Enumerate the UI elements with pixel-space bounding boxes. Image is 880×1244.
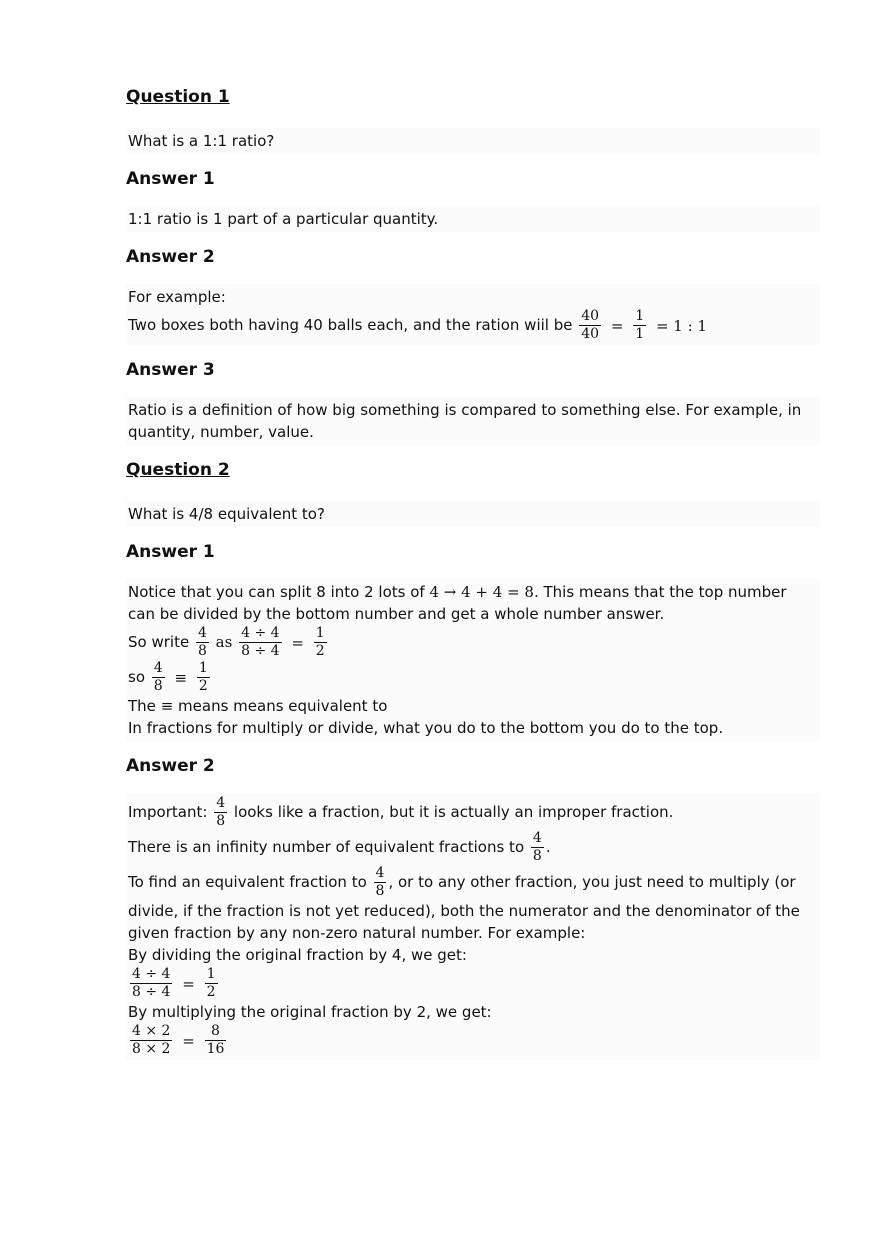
q2-answer-2-title: Answer 2 [126,756,215,776]
fraction-40-40 [579,308,601,343]
question-2-title: Question 2 [126,460,230,480]
fraction-numerator: 4 [216,795,226,811]
question-1-text: What is a 1:1 ratio? [128,132,275,150]
fraction-8-16 [205,1023,227,1058]
important-line [128,795,818,830]
fraction-denominator: 40 [581,326,600,342]
fraction-denominator: 8 ÷ 4 [132,984,171,1000]
fraction-denominator: 16 [206,1041,225,1057]
fraction-numerator: 8 [205,1023,227,1041]
fraction-numerator: 4 [153,660,163,676]
fraction-numerator: 4 [532,830,542,846]
equivalent-sign: ≡ [174,668,188,687]
question-2-prompt [126,501,820,527]
equivalent-sign: ≡ [160,697,174,715]
fraction-numerator: 4 × 2 [132,1023,171,1039]
fraction-denominator: 8 [216,813,226,829]
q2-answer-1-p1: Notice that you can split 8 into 2 lots of [128,583,425,601]
fraction-denominator: 8 ÷ 4 [241,643,280,659]
q1-answer-1-title: Answer 1 [126,169,215,189]
fraction-4-8 [531,830,544,865]
fraction-denominator: 2 [315,643,325,659]
equals-sign: = [182,1031,195,1050]
fraction-denominator: 8 [197,643,207,659]
fraction-4-8 [196,625,209,660]
q2-answer-1-paragraph [128,581,818,625]
split-equation: 4 → 4 + 4 = 8 [429,583,534,601]
q1-answer-3-body [126,397,820,445]
multiply-text: By multiplying the original fraction by 2, we get: [128,1003,492,1021]
ratio-result: = 1 : 1 [655,316,707,335]
fraction-numerator: 1 [635,308,645,324]
equals-sign: = [610,316,624,335]
fraction-1-2 [197,660,210,695]
fraction-4-8 [374,865,387,900]
fraction-multiplied [130,1023,172,1058]
fraction-1-2 [314,625,327,660]
fraction-denominator: 8 [532,848,542,864]
q1-answer-2-line-text: Two boxes both having 40 balls each, and the ration wiil be [128,316,573,334]
fraction-numerator: 1 [206,966,216,982]
q1-answer-2-title: Answer 2 [126,247,215,267]
q2-answer-1-p1-rest: . This means that the top number can be divided by the bottom number and get a whole number answer. [128,583,787,623]
fraction-divided [239,625,281,660]
document-page [126,86,820,1074]
fraction-4-8 [214,795,227,830]
q1-answer-3-title: Answer 3 [126,360,215,380]
fraction-numerator: 4 [375,865,385,881]
period: . [545,838,551,856]
q1-answer-3-text: Ratio is a definition of how big something is compared to something else. For example, in quantity, number, value. [128,401,802,441]
important-label: Important: [128,803,208,821]
q2-answer-1-body [126,579,820,741]
fraction-denominator: 2 [206,984,216,1000]
question-1-title: Question 1 [126,87,230,107]
q2-answer-2-body [126,793,820,1060]
divide-equation [128,966,818,1001]
fraction-denominator: 2 [198,678,208,694]
find-rest-text: , or to any other fraction, you just need to multiply (or divide, if the fraction is not yet reduced), both the numerator and the denominator of the given fraction by any non-zero natural number. For example: [128,873,800,942]
q1-answer-2-equation-line [128,308,818,343]
q2-answer-1-title: Answer 1 [126,542,215,562]
means-text: means means equivalent to [178,697,388,715]
q1-answer-2-body [126,284,820,345]
so-label: so [128,668,145,686]
infinity-line [128,830,818,865]
fraction-divided [130,966,172,1001]
fraction-numerator: 1 [198,660,208,676]
fraction-denominator: 8 [153,678,163,694]
fraction-1-1 [633,308,646,343]
find-text: To find an equivalent fraction to [128,873,367,891]
fraction-numerator: 4 ÷ 4 [132,966,171,982]
q1-answer-1-text: 1:1 ratio is 1 part of a particular quantity. [128,210,439,228]
important-text: looks like a fraction, but it is actually an improper fraction. [233,803,674,821]
fraction-denominator: 1 [635,326,645,342]
infinity-text: There is an infinity number of equivalent fractions to [128,838,525,856]
find-paragraph [128,865,818,944]
so-write-label: So write [128,633,190,651]
equals-sign: = [291,633,304,652]
fraction-numerator: 1 [315,625,325,641]
question-2-text: What is 4/8 equivalent to? [128,505,325,523]
multiply-equation [128,1023,818,1058]
equals-sign: = [182,974,195,993]
so-write-line [128,625,818,660]
fraction-numerator: 4 ÷ 4 [241,625,280,641]
divide-text: By dividing the original fraction by 4, we get: [128,946,467,964]
so-line [128,660,818,695]
as-label: as [215,633,233,651]
q1-answer-2-intro: For example: [128,288,226,306]
q2-answer-1-last: In fractions for multiply or divide, what you do to the bottom you do to the top. [128,719,724,737]
fraction-denominator: 8 [375,883,385,899]
fraction-denominator: 8 × 2 [132,1041,171,1057]
the-label: The [128,697,156,715]
fraction-numerator: 4 [197,625,207,641]
question-1-prompt [126,128,820,154]
fraction-4-8 [152,660,165,695]
equiv-explanation [128,695,818,717]
fraction-numerator: 40 [581,308,600,324]
fraction-1-2 [205,966,218,1001]
q1-answer-1-body [126,206,820,232]
